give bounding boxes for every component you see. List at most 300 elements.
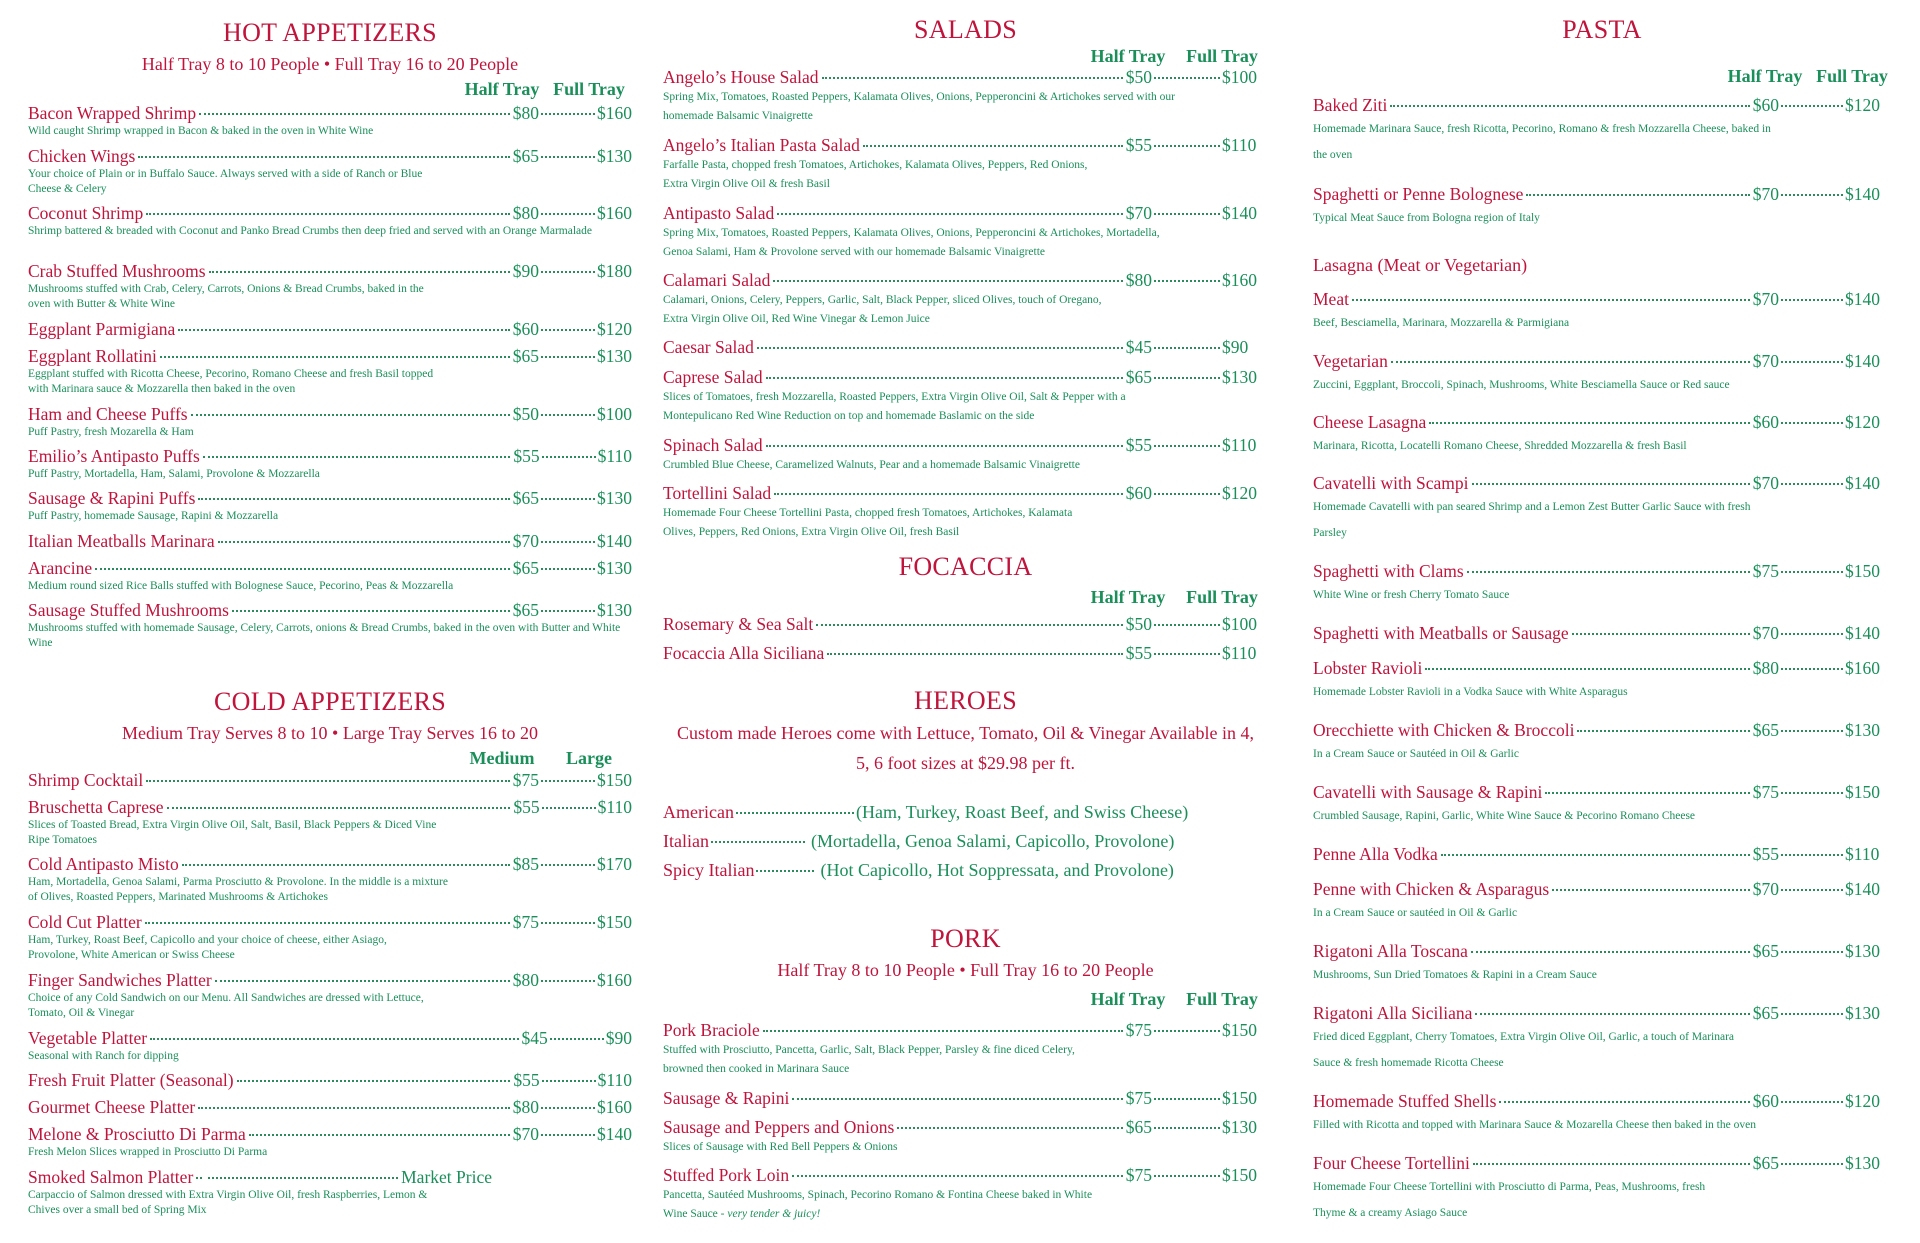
leader-dots: [550, 1038, 604, 1040]
item-description: Mushrooms stuffed with homemade Sausage, Celery, Carrots, onions & Bread Crumbs, baked in the oven with Butter and White Wine: [28, 622, 621, 649]
leader-dots: [541, 356, 595, 358]
price-b: $150: [1222, 1165, 1257, 1185]
price-b: $160: [597, 1097, 632, 1117]
item-name: Vegetarian: [1313, 351, 1388, 371]
leader-dots: [218, 541, 510, 543]
leader-dots: [1781, 105, 1843, 107]
item-name: Rigatoni Alla Toscana: [1313, 941, 1468, 961]
leader-dots: [1781, 1163, 1843, 1165]
item-description: Typical Meat Sauce from Bologna region of Italy: [1313, 212, 1540, 224]
price-b: $150: [1222, 1088, 1257, 1108]
leader-dots: [1154, 1175, 1220, 1177]
leader-dots: [541, 980, 595, 982]
menu-item: [1313, 940, 1891, 988]
item-name: Stuffed Pork Loin: [663, 1165, 790, 1185]
leader-dots: [792, 1175, 1123, 1177]
menu-item: [28, 969, 632, 1021]
col-header-b: Full Tray: [1816, 66, 1888, 86]
leader-dots: [198, 1107, 510, 1109]
item-name: Emilio’s Antipasto Puffs: [28, 446, 200, 466]
item-description: Ham, Mortadella, Genoa Salami, Parma Prosciutto & Provolone. In the middle is a mixture of Olives, Roasted Peppers, Marinated Mushrooms & Artichokes: [28, 876, 448, 903]
price-b: $90: [605, 1028, 632, 1048]
price-a: $60: [1752, 412, 1779, 432]
price-a: Market Price: [401, 1167, 492, 1187]
leader-dots: [1781, 422, 1843, 424]
leader-dots: [541, 864, 595, 866]
leader-dots: [1154, 1030, 1220, 1032]
leader-dots: [1781, 792, 1843, 794]
item-name: Penne with Chicken & Asparagus: [1313, 879, 1550, 899]
item-name: Chicken Wings: [28, 146, 136, 166]
leader-dots: [1552, 889, 1750, 891]
menu-item: [663, 1164, 1268, 1224]
col-header-a: Half Tray: [464, 79, 540, 99]
item-name: Caprese Salad: [663, 367, 763, 387]
item-name: Orecchiette with Chicken & Broccoli: [1313, 720, 1575, 740]
price-b: $130: [1222, 1117, 1257, 1137]
item-name: Coconut Shrimp: [28, 203, 144, 223]
price-b: $170: [597, 854, 632, 874]
leader-dots: [1781, 889, 1843, 891]
leader-dots: [766, 377, 1123, 379]
price-a: $65: [1752, 1153, 1779, 1173]
leader-dots: [541, 568, 595, 570]
leader-dots: [792, 1098, 1122, 1100]
leader-dots: [1471, 951, 1750, 953]
price-a: $80: [1752, 658, 1779, 678]
price-b: $120: [1845, 412, 1880, 432]
price-a: $70: [512, 531, 539, 551]
item-description: Shrimp battered & breaded with Coconut and Panko Bread Crumbs then deep fried and served with an Orange Marmalade: [28, 225, 592, 237]
item-name: Smoked Salmon Platter: [28, 1167, 194, 1187]
price-a: $65: [512, 558, 539, 578]
menu-item: [1313, 288, 1891, 336]
item-name: Baked Ziti: [1313, 95, 1388, 115]
price-a: $65: [512, 488, 539, 508]
menu-item: [663, 1087, 1268, 1109]
hero-item: [663, 829, 1268, 853]
hero-item: [663, 800, 1268, 824]
price-a: $60: [1125, 483, 1152, 503]
lasagna-heading: Lasagna (Meat or Vegetarian): [1313, 255, 1528, 275]
section-title: HOT APPETIZERS: [223, 18, 437, 47]
price-b: $100: [1222, 614, 1257, 634]
menu-item: [663, 66, 1268, 126]
price-a: $85: [512, 854, 539, 874]
item-description: Crumbled Sausage, Rapini, Garlic, White Wine Sauce & Pecorino Romano Cheese: [1313, 810, 1696, 822]
leader-dots: [822, 77, 1123, 79]
price-a: $70: [1752, 623, 1779, 643]
leader-dots: [191, 414, 510, 416]
item-name: Arancine: [28, 558, 93, 578]
price-a: $50: [1125, 614, 1152, 634]
item-name: Vegetable Platter: [28, 1028, 148, 1048]
menu-item: [28, 1123, 632, 1160]
menu-item: [663, 642, 1268, 664]
leader-dots: [198, 498, 509, 500]
menu-item: [1313, 350, 1891, 398]
item-description: Stuffed with Prosciutto, Pancetta, Garlic, Salt, Black Pepper, Parsley & fine diced Celery, browned then cooked in Marinara Sauce: [663, 1044, 1075, 1075]
price-b: $130: [597, 558, 632, 578]
leader-dots: [1781, 571, 1843, 573]
menu-item: [663, 269, 1268, 329]
leader-dots: [1473, 1163, 1750, 1165]
item-name: Tortellini Salad: [663, 483, 772, 503]
price-b: $130: [597, 146, 632, 166]
price-b: $130: [597, 346, 632, 366]
menu-item: [663, 1116, 1268, 1157]
leader-dots: [1154, 280, 1220, 282]
menu-item: [1313, 472, 1891, 546]
leader-dots: [95, 568, 510, 570]
price-b: $110: [1222, 135, 1257, 155]
menu-item: [28, 260, 632, 312]
price-a: $60: [1752, 1091, 1779, 1111]
item-description: Your choice of Plain or in Buffalo Sauce. Always served with a side of Ranch or Blue Cheese & Celery: [28, 168, 423, 195]
leader-dots: [1572, 633, 1750, 635]
menu-item: [28, 202, 632, 239]
col-header-b: Large: [566, 748, 612, 768]
item-description: Mushrooms, Sun Dried Tomatoes & Rapini in a Cream Sauce: [1313, 969, 1597, 981]
price-a: $55: [1125, 135, 1152, 155]
item-description: Homemade Four Cheese Tortellini with Prosciutto di Parma, Peas, Mushrooms, fresh Thyme & a creamy Asiago Sauce: [1313, 1181, 1706, 1219]
leader-dots: [1577, 730, 1749, 732]
menu-item: [28, 145, 632, 197]
pork-section: [663, 924, 1268, 1010]
price-a: $55: [513, 797, 540, 817]
leader-dots: [756, 870, 814, 872]
price-a: $65: [1752, 941, 1779, 961]
col-header-a: Half Tray: [1727, 66, 1803, 86]
leader-dots: [897, 1127, 1122, 1129]
menu-item: [1313, 622, 1891, 644]
price-b: $150: [597, 912, 632, 932]
item-name: Spaghetti or Penne Bolognese: [1313, 184, 1524, 204]
item-description: Homemade Lobster Ravioli in a Vodka Sauce with White Asparagus: [1313, 686, 1628, 698]
item-description: Spring Mix, Tomatoes, Roasted Peppers, Kalamata Olives, Onions, Pepperoncini & Artichokes served with our homemade Balsamic Vinaigrette: [663, 91, 1175, 122]
leader-dots: [541, 113, 595, 115]
price-column-headers: [663, 45, 1268, 67]
item-name: Finger Sandwiches Platter: [28, 970, 212, 990]
menu-item: [28, 853, 632, 905]
leader-dots: [237, 1080, 511, 1082]
price-b: $120: [1845, 1091, 1880, 1111]
hero-item: [663, 858, 1268, 882]
price-b: $120: [1222, 483, 1257, 503]
leader-dots: [541, 329, 595, 331]
item-description: Puff Pastry, fresh Mozarella & Ham: [28, 426, 194, 438]
leader-dots: [1154, 213, 1220, 215]
leader-dots: [1154, 653, 1220, 655]
leader-dots: [1781, 483, 1843, 485]
leader-dots: [816, 624, 1123, 626]
price-b: $130: [1222, 367, 1257, 387]
price-b: $140: [1845, 289, 1880, 309]
leader-dots: [541, 1134, 595, 1136]
item-description: Carpaccio of Salmon dressed with Extra Virgin Olive Oil, fresh Raspberries, Lemon & Chives over a small bed of Spring Mix: [28, 1189, 428, 1216]
item-name: Eggplant Parmigiana: [28, 319, 176, 339]
heroes-intro-line-1: Custom made Heroes come with Lettuce, Tomato, Oil & Vinegar Available in 4,: [676, 723, 1255, 743]
leader-dots: [215, 980, 510, 982]
item-description: Fried diced Eggplant, Cherry Tomatoes, Extra Virgin Olive Oil, Garlic, a touch of Marinara Sauce & fresh homemade Ricotta Cheese: [1313, 1031, 1735, 1069]
item-name: Spicy Italian: [663, 860, 755, 880]
menu-item: [663, 336, 1268, 358]
price-b: $140: [597, 531, 632, 551]
price-a: $65: [1125, 367, 1152, 387]
price-a: $75: [1752, 561, 1779, 581]
leader-dots: [182, 864, 510, 866]
price-a: $75: [512, 770, 539, 790]
price-a: $70: [1752, 289, 1779, 309]
item-name: Cavatelli with Scampi: [1313, 473, 1469, 493]
item-name: Penne Alla Vodka: [1313, 844, 1438, 864]
col-header-b: Full Tray: [1186, 46, 1258, 66]
leader-dots: [1526, 194, 1749, 196]
menu-item: [28, 1069, 632, 1091]
price-b: $140: [1845, 351, 1880, 371]
item-description: Mushrooms stuffed with Crab, Celery, Carrots, Onions & Bread Crumbs, baked in the oven with Butter & White Wine: [28, 283, 424, 310]
item-description: Fresh Melon Slices wrapped in Prosciutto Di Parma: [28, 1146, 268, 1158]
price-b: $90: [1222, 337, 1249, 357]
leader-dots: [541, 610, 595, 612]
item-name: Cold Antipasto Misto: [28, 854, 179, 874]
item-name: Meat: [1313, 289, 1349, 309]
menu-item: [28, 487, 632, 524]
item-description: Filled with Ricotta and topped with Marinara Sauce & Mozarella Cheese then baked in the oven: [1313, 1119, 1756, 1131]
menu-item: [28, 1166, 632, 1218]
price-a: $80: [512, 1097, 539, 1117]
col-header-a: Half Tray: [1090, 46, 1166, 66]
col-header-a: Medium: [469, 748, 535, 768]
item-name: Four Cheese Tortellini: [1313, 1153, 1470, 1173]
menu-item: [663, 613, 1268, 635]
leader-dots: [249, 1134, 510, 1136]
price-a: $45: [1125, 337, 1152, 357]
section-title: PORK: [930, 924, 1001, 953]
hero-fillings: (Mortadella, Genoa Salami, Capicollo, Provolone): [810, 831, 1175, 851]
leader-dots: [160, 356, 510, 358]
item-name: Spaghetti with Clams: [1313, 561, 1464, 581]
price-a: $70: [1752, 879, 1779, 899]
menu-item: [28, 445, 632, 482]
item-name: Cavatelli with Sausage & Rapini: [1313, 782, 1543, 802]
price-b: $160: [1222, 270, 1257, 290]
item-description: Seasonal with Ranch for dipping: [28, 1050, 179, 1062]
menu-item: [1313, 411, 1891, 459]
leader-dots: [1781, 299, 1843, 301]
leader-dots: [1781, 361, 1843, 363]
price-b: $130: [597, 488, 632, 508]
leader-dots: [1472, 483, 1750, 485]
leader-dots: [1391, 361, 1750, 363]
leader-dots: [541, 780, 595, 782]
item-name: Eggplant Rollatini: [28, 346, 157, 366]
item-description: In a Cream Sauce or Sautéed in Oil & Garlic: [1313, 748, 1519, 760]
leader-dots: [1154, 77, 1220, 79]
price-b: $140: [1845, 473, 1880, 493]
price-a: $80: [512, 203, 539, 223]
menu-item: [1313, 657, 1891, 705]
price-a: $75: [1125, 1088, 1152, 1108]
leader-dots: [773, 280, 1122, 282]
price-b: $140: [1845, 184, 1880, 204]
price-a: $55: [513, 1070, 540, 1090]
leader-dots: [541, 156, 595, 158]
menu-item: [1313, 719, 1891, 767]
price-a: $70: [1752, 473, 1779, 493]
price-b: $160: [597, 970, 632, 990]
item-description: Farfalle Pasta, chopped fresh Tomatoes, Artichokes, Kalamata Olives, Peppers, Red Onions, Extra Virgin Olive Oil & fresh Basil: [663, 159, 1088, 190]
price-b: $110: [1222, 643, 1257, 663]
price-b: $120: [597, 319, 632, 339]
menu-item: [1313, 843, 1891, 865]
heroes-intro-line-2: 5, 6 foot sizes at $29.98 per ft.: [856, 753, 1075, 773]
price-b: $150: [1845, 782, 1880, 802]
leader-dots: [1429, 422, 1750, 424]
leader-dots: [736, 812, 854, 814]
price-b: $140: [1222, 203, 1257, 223]
leader-dots: [203, 456, 511, 458]
leader-dots: [1781, 951, 1843, 953]
leader-dots: [1467, 571, 1750, 573]
leader-dots: [542, 1080, 596, 1082]
leader-dots: [209, 271, 510, 273]
leader-dots: [1154, 377, 1220, 379]
leader-dots: [541, 541, 595, 543]
item-name: Sausage and Peppers and Onions: [663, 1117, 895, 1137]
price-a: $45: [521, 1028, 548, 1048]
item-name: Ham and Cheese Puffs: [28, 404, 188, 424]
menu-item: [28, 557, 632, 594]
price-column-headers: [663, 988, 1268, 1010]
item-description: [663, 1186, 1093, 1224]
leader-dots: [863, 145, 1123, 147]
menu-item: [28, 102, 632, 139]
item-description: In a Cream Sauce or sautéed in Oil & Garlic: [1313, 907, 1518, 919]
price-a: $70: [1752, 184, 1779, 204]
leader-dots: [827, 653, 1122, 655]
price-a: $65: [1752, 720, 1779, 740]
price-a: $55: [1125, 435, 1152, 455]
menu-item: [663, 202, 1268, 262]
price-column-headers: [28, 747, 632, 769]
leader-dots: [541, 922, 595, 924]
section-subtitle: Medium Tray Serves 8 to 10 • Large Tray Serves 16 to 20: [122, 723, 538, 743]
item-name: Spinach Salad: [663, 435, 763, 455]
section-title: FOCACCIA: [898, 552, 1033, 581]
leader-dots: [150, 1038, 518, 1040]
price-a: $75: [1752, 782, 1779, 802]
hero-fillings: (Hot Capicollo, Hot Soppressata, and Provolone): [820, 860, 1174, 880]
col-header-a: Half Tray: [1090, 989, 1166, 1009]
item-name: Bruschetta Caprese: [28, 797, 164, 817]
menu-item: [1313, 183, 1891, 231]
leader-dots: [1781, 854, 1843, 856]
price-b: $110: [1222, 435, 1257, 455]
col-header-b: Full Tray: [1186, 989, 1258, 1009]
leader-dots: [178, 329, 509, 331]
price-a: $70: [1125, 203, 1152, 223]
menu-item: [28, 1027, 632, 1064]
leader-dots: [146, 213, 510, 215]
section-subtitle: Half Tray 8 to 10 People • Full Tray 16 to 20 People: [141, 54, 519, 74]
item-name: Melone & Prosciutto Di Parma: [28, 1124, 246, 1144]
price-a: $80: [512, 103, 539, 123]
menu-item: [663, 366, 1268, 426]
item-name: Sausage & Rapini: [663, 1088, 790, 1108]
leader-dots: [541, 271, 595, 273]
item-description: Slices of Tomatoes, fresh Mozzarella, Roasted Peppers, Extra Virgin Olive Oil, Salt & Pepper with a Montepulicano Red Wine Reduction on top and homemade Baslamic on the side: [663, 391, 1126, 422]
menu-item: [1313, 781, 1891, 829]
section-title: PASTA: [1562, 15, 1642, 44]
price-column-headers: [1313, 65, 1891, 87]
item-name: Shrimp Cocktail: [28, 770, 144, 790]
price-a: $70: [1752, 351, 1779, 371]
item-description: Slices of Sausage with Red Bell Peppers & Onions: [663, 1141, 898, 1153]
leader-dots: [763, 1030, 1123, 1032]
menu-item: [663, 134, 1268, 194]
price-b: $110: [1845, 844, 1880, 864]
cold-appetizers-section: [28, 687, 632, 769]
leader-dots: [541, 1107, 595, 1109]
leader-dots: [711, 841, 805, 843]
hero-fillings: (Ham, Turkey, Roast Beef, and Swiss Cheese): [855, 802, 1189, 822]
item-description: Ham, Turkey, Roast Beef, Capicollo and your choice of cheese, either Asiago, Provolone, White American or Swiss Cheese: [28, 934, 387, 961]
col-header-b: Full Tray: [553, 79, 625, 99]
item-name: Spaghetti with Meatballs or Sausage: [1313, 623, 1569, 643]
item-description: Spring Mix, Tomatoes, Roasted Peppers, Kalamata Olives, Onions, Pepperoncini & Artichokes, Mortadella, Genoa Salami, Ham & Provolone served with our homemade Balsamic Vinaigrette: [663, 227, 1160, 258]
leader-dots: [774, 493, 1123, 495]
menu-item: [28, 530, 632, 552]
price-a: $70: [512, 1124, 539, 1144]
item-description: Medium round sized Rice Balls stuffed with Bolognese Sauce, Pecorino, Peas & Mozzarella: [28, 580, 454, 592]
price-column-headers: [28, 78, 632, 100]
price-b: $130: [1845, 720, 1880, 740]
col-header-b: Full Tray: [1186, 587, 1258, 607]
item-name: Cheese Lasagna: [1313, 412, 1427, 432]
price-a: $75: [512, 912, 539, 932]
price-a: $50: [1125, 67, 1152, 87]
price-b: $140: [597, 1124, 632, 1144]
leader-dots: [777, 213, 1122, 215]
item-name: Lobster Ravioli: [1313, 658, 1423, 678]
item-name: Cold Cut Platter: [28, 912, 142, 932]
item-description: Homemade Marinara Sauce, fresh Ricotta, Pecorino, Romano & fresh Mozzarella Cheese, baked in the oven: [1313, 123, 1771, 161]
item-name: Homemade Stuffed Shells: [1313, 1091, 1497, 1111]
item-name: Bacon Wrapped Shrimp: [28, 103, 197, 123]
menu-item: [1313, 560, 1891, 608]
focaccia-section: [663, 552, 1268, 608]
item-name: Italian: [663, 831, 709, 851]
heroes-section: [663, 686, 1268, 778]
leader-dots: [1154, 1127, 1220, 1129]
salads-section: [663, 15, 1268, 67]
price-b: $140: [1845, 879, 1880, 899]
leader-dots: [1441, 854, 1750, 856]
section-title: HEROES: [914, 686, 1017, 715]
leader-dots: [1499, 1101, 1749, 1103]
leader-dots: [541, 498, 595, 500]
item-name: Italian Meatballs Marinara: [28, 531, 215, 551]
item-name: Crab Stuffed Mushrooms: [28, 261, 206, 281]
price-a: $90: [512, 261, 539, 281]
leader-dots: [1781, 194, 1843, 196]
price-a: $55: [513, 446, 540, 466]
lasagna-heading-row: [1313, 253, 1891, 277]
item-name: Antipasto Salad: [663, 203, 775, 223]
leader-dots: [146, 780, 510, 782]
leader-dots: [232, 610, 510, 612]
